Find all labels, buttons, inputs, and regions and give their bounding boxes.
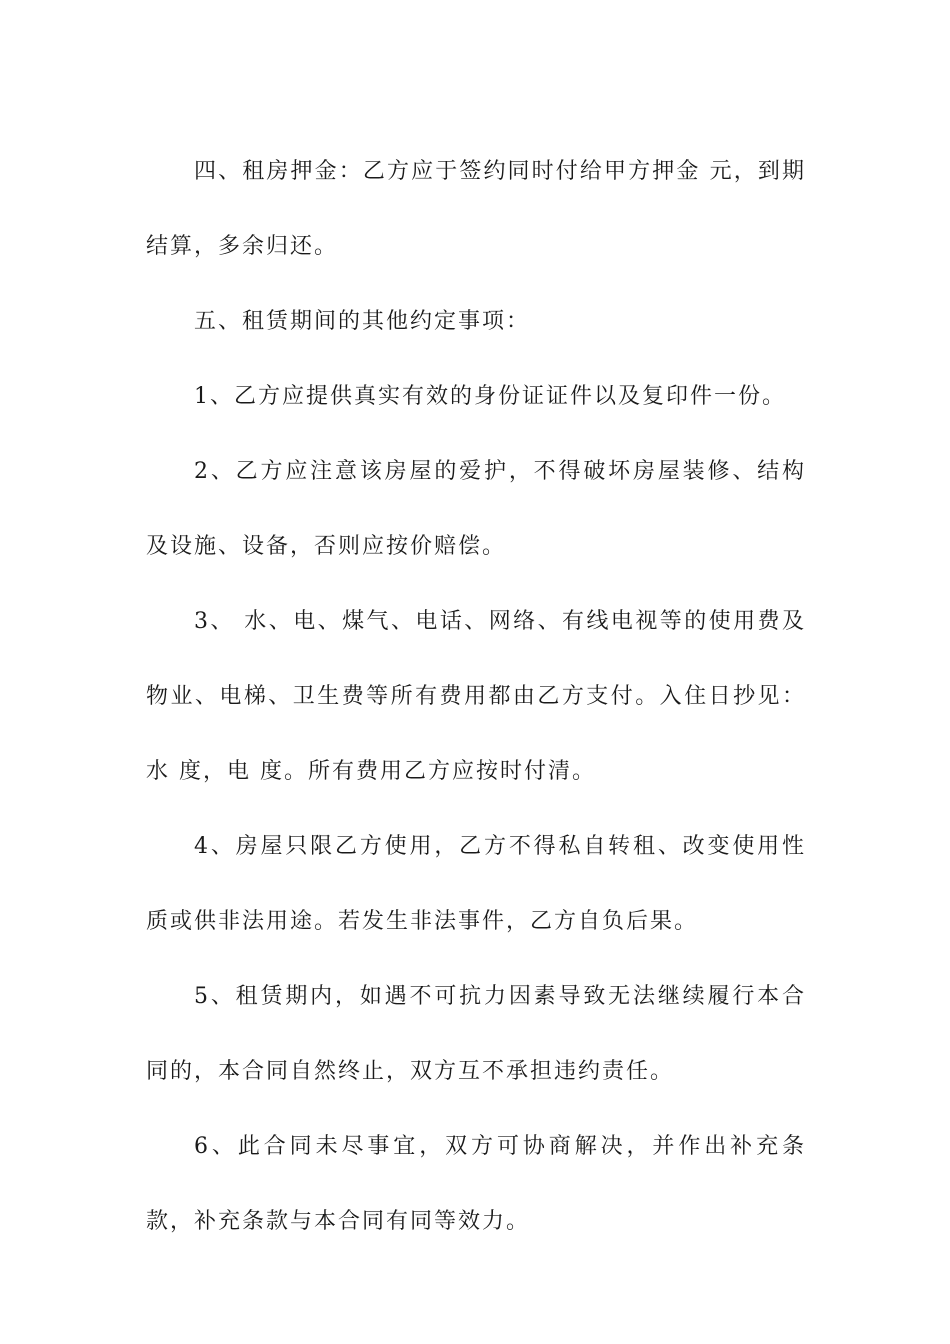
paragraph-other-terms-heading: 五、租赁期间的其他约定事项： [194, 309, 531, 334]
paragraph-term-5: 5、租赁期内，如遇不可抗力因素导致无法继续履行本合同的，本合同自然终止，双方互不承担违约责任。 [146, 984, 806, 1084]
paragraph-term-4: 4、房屋只限乙方使用，乙方不得私自转租、改变使用性质或供非法用途。若发生非法事件，乙方自负后果。 [146, 834, 806, 934]
paragraph-term-6: 6、此合同未尽事宜，双方可协商解决，并作出补充条款，补充条款与本合同有同等效力。 [146, 1134, 806, 1234]
paragraph-term-1: 1、乙方应提供真实有效的身份证证件以及复印件一份。 [194, 384, 786, 409]
paragraph-term-3: 3、 水、电、煤气、电话、网络、有线电视等的使用费及物业、电梯、卫生费等所有费用都由乙方支付。入住日抄见：水 度，电 度。所有费用乙方应按时付清。 [146, 609, 806, 784]
paragraph-deposit: 四、租房押金：乙方应于签约同时付给甲方押金 元，到期结算，多余归还。 [146, 159, 806, 259]
paragraph-term-2: 2、乙方应注意该房屋的爱护，不得破坏房屋装修、结构及设施、设备，否则应按价赔偿。 [146, 459, 806, 559]
document-body [146, 134, 806, 1259]
